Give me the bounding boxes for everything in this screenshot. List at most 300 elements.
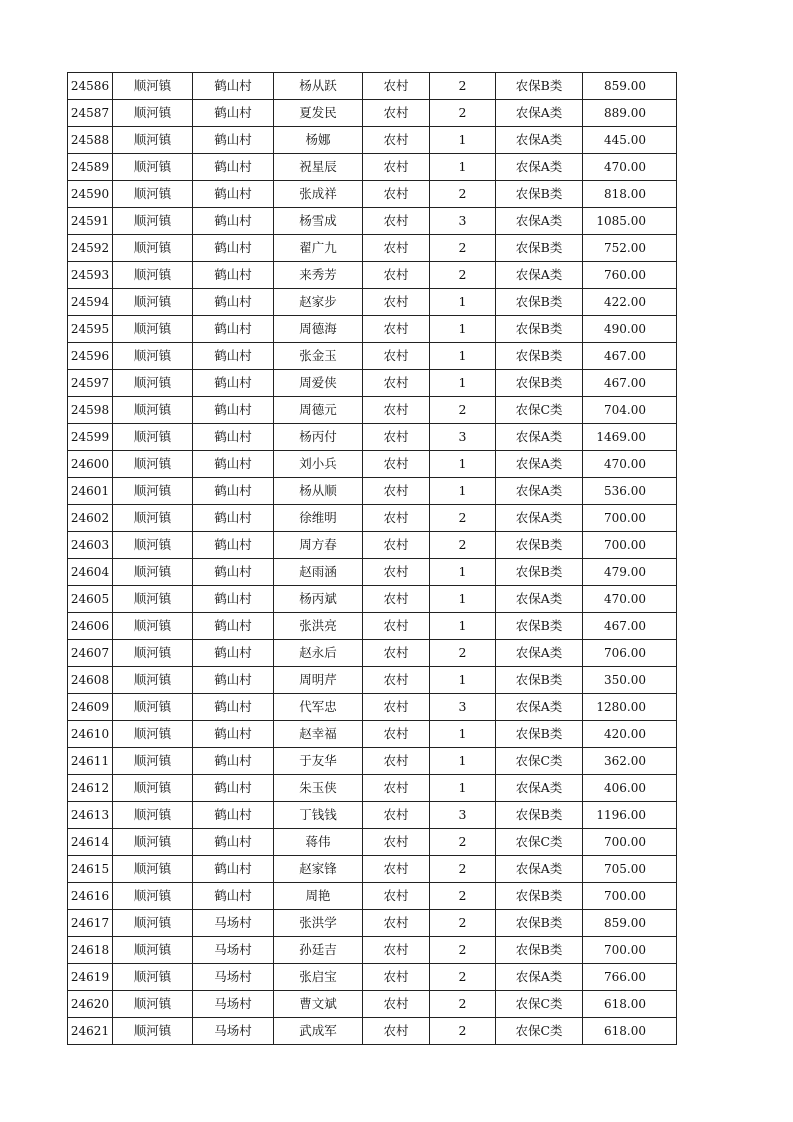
cell-area-type: 农村 <box>363 370 430 397</box>
cell-amount: 760.00 <box>583 262 677 289</box>
cell-amount: 536.00 <box>583 478 677 505</box>
cell-insurance-category: 农保B类 <box>496 181 583 208</box>
cell-amount: 420.00 <box>583 721 677 748</box>
cell-insurance-category: 农保A类 <box>496 127 583 154</box>
cell-village: 鹤山村 <box>193 235 274 262</box>
cell-name: 徐维明 <box>274 505 363 532</box>
cell-area-type: 农村 <box>363 856 430 883</box>
cell-town: 顺河镇 <box>113 559 193 586</box>
cell-name: 来秀芳 <box>274 262 363 289</box>
cell-insurance-category: 农保B类 <box>496 289 583 316</box>
cell-name: 张启宝 <box>274 964 363 991</box>
cell-record-id: 24598 <box>68 397 113 424</box>
cell-insurance-category: 农保B类 <box>496 235 583 262</box>
cell-town: 顺河镇 <box>113 397 193 424</box>
cell-amount: 406.00 <box>583 775 677 802</box>
cell-name: 张洪亮 <box>274 613 363 640</box>
cell-insurance-category: 农保A类 <box>496 208 583 235</box>
cell-area-type: 农村 <box>363 100 430 127</box>
cell-town: 顺河镇 <box>113 883 193 910</box>
cell-record-id: 24592 <box>68 235 113 262</box>
cell-area-type: 农村 <box>363 802 430 829</box>
cell-record-id: 24617 <box>68 910 113 937</box>
cell-area-type: 农村 <box>363 721 430 748</box>
cell-name: 周方春 <box>274 532 363 559</box>
cell-town: 顺河镇 <box>113 937 193 964</box>
cell-town: 顺河镇 <box>113 991 193 1018</box>
cell-record-id: 24609 <box>68 694 113 721</box>
cell-household-size: 1 <box>430 586 496 613</box>
cell-household-size: 2 <box>430 262 496 289</box>
cell-household-size: 2 <box>430 856 496 883</box>
table-row <box>68 181 677 208</box>
cell-town: 顺河镇 <box>113 478 193 505</box>
cell-name: 孙廷吉 <box>274 937 363 964</box>
cell-record-id: 24597 <box>68 370 113 397</box>
cell-insurance-category: 农保B类 <box>496 667 583 694</box>
cell-town: 顺河镇 <box>113 910 193 937</box>
cell-area-type: 农村 <box>363 586 430 613</box>
cell-name: 于友华 <box>274 748 363 775</box>
cell-area-type: 农村 <box>363 775 430 802</box>
cell-household-size: 1 <box>430 775 496 802</box>
cell-name: 杨丙付 <box>274 424 363 451</box>
table-row <box>68 910 677 937</box>
cell-area-type: 农村 <box>363 1018 430 1045</box>
cell-insurance-category: 农保A类 <box>496 964 583 991</box>
cell-household-size: 2 <box>430 73 496 100</box>
table-row <box>68 289 677 316</box>
cell-name: 曹文斌 <box>274 991 363 1018</box>
cell-town: 顺河镇 <box>113 748 193 775</box>
cell-record-id: 24599 <box>68 424 113 451</box>
cell-area-type: 农村 <box>363 289 430 316</box>
cell-record-id: 24590 <box>68 181 113 208</box>
cell-amount: 470.00 <box>583 154 677 181</box>
cell-area-type: 农村 <box>363 748 430 775</box>
cell-amount: 1085.00 <box>583 208 677 235</box>
table-row <box>68 424 677 451</box>
cell-town: 顺河镇 <box>113 235 193 262</box>
cell-town: 顺河镇 <box>113 181 193 208</box>
cell-household-size: 3 <box>430 694 496 721</box>
cell-name: 丁钱钱 <box>274 802 363 829</box>
cell-record-id: 24616 <box>68 883 113 910</box>
cell-town: 顺河镇 <box>113 640 193 667</box>
table-row <box>68 208 677 235</box>
cell-amount: 859.00 <box>583 73 677 100</box>
cell-household-size: 2 <box>430 910 496 937</box>
cell-town: 顺河镇 <box>113 127 193 154</box>
cell-household-size: 1 <box>430 370 496 397</box>
cell-household-size: 2 <box>430 1018 496 1045</box>
cell-record-id: 24588 <box>68 127 113 154</box>
cell-amount: 1280.00 <box>583 694 677 721</box>
cell-record-id: 24589 <box>68 154 113 181</box>
table-row <box>68 262 677 289</box>
cell-household-size: 2 <box>430 181 496 208</box>
cell-record-id: 24606 <box>68 613 113 640</box>
cell-village: 马场村 <box>193 910 274 937</box>
cell-insurance-category: 农保B类 <box>496 910 583 937</box>
table-row <box>68 667 677 694</box>
cell-area-type: 农村 <box>363 127 430 154</box>
cell-household-size: 2 <box>430 235 496 262</box>
cell-village: 鹤山村 <box>193 100 274 127</box>
cell-amount: 889.00 <box>583 100 677 127</box>
cell-name: 赵永后 <box>274 640 363 667</box>
cell-area-type: 农村 <box>363 505 430 532</box>
cell-record-id: 24596 <box>68 343 113 370</box>
cell-amount: 752.00 <box>583 235 677 262</box>
cell-name: 杨从顺 <box>274 478 363 505</box>
cell-village: 鹤山村 <box>193 505 274 532</box>
cell-name: 周艳 <box>274 883 363 910</box>
cell-village: 鹤山村 <box>193 748 274 775</box>
cell-record-id: 24610 <box>68 721 113 748</box>
cell-record-id: 24615 <box>68 856 113 883</box>
table-row <box>68 451 677 478</box>
cell-area-type: 农村 <box>363 559 430 586</box>
cell-town: 顺河镇 <box>113 775 193 802</box>
table-row <box>68 343 677 370</box>
cell-insurance-category: 农保B类 <box>496 316 583 343</box>
cell-amount: 470.00 <box>583 586 677 613</box>
cell-area-type: 农村 <box>363 964 430 991</box>
cell-area-type: 农村 <box>363 937 430 964</box>
cell-village: 马场村 <box>193 991 274 1018</box>
cell-village: 鹤山村 <box>193 127 274 154</box>
cell-village: 鹤山村 <box>193 424 274 451</box>
cell-name: 朱玉侠 <box>274 775 363 802</box>
cell-amount: 766.00 <box>583 964 677 991</box>
cell-household-size: 2 <box>430 829 496 856</box>
cell-record-id: 24618 <box>68 937 113 964</box>
cell-village: 鹤山村 <box>193 451 274 478</box>
table-row <box>68 127 677 154</box>
cell-record-id: 24621 <box>68 1018 113 1045</box>
cell-insurance-category: 农保B类 <box>496 532 583 559</box>
cell-name: 代军忠 <box>274 694 363 721</box>
cell-town: 顺河镇 <box>113 316 193 343</box>
cell-name: 杨丙斌 <box>274 586 363 613</box>
cell-amount: 350.00 <box>583 667 677 694</box>
table-row <box>68 964 677 991</box>
cell-name: 杨雪成 <box>274 208 363 235</box>
cell-amount: 467.00 <box>583 343 677 370</box>
cell-area-type: 农村 <box>363 154 430 181</box>
cell-village: 鹤山村 <box>193 775 274 802</box>
cell-town: 顺河镇 <box>113 721 193 748</box>
table-row <box>68 829 677 856</box>
cell-amount: 467.00 <box>583 370 677 397</box>
cell-area-type: 农村 <box>363 343 430 370</box>
table-row <box>68 802 677 829</box>
cell-amount: 1196.00 <box>583 802 677 829</box>
cell-household-size: 1 <box>430 667 496 694</box>
cell-amount: 479.00 <box>583 559 677 586</box>
cell-household-size: 1 <box>430 127 496 154</box>
table-row <box>68 856 677 883</box>
cell-village: 鹤山村 <box>193 154 274 181</box>
cell-insurance-category: 农保A类 <box>496 154 583 181</box>
cell-area-type: 农村 <box>363 235 430 262</box>
cell-amount: 618.00 <box>583 1018 677 1045</box>
cell-insurance-category: 农保C类 <box>496 1018 583 1045</box>
cell-household-size: 1 <box>430 721 496 748</box>
cell-name: 张成祥 <box>274 181 363 208</box>
cell-name: 张洪学 <box>274 910 363 937</box>
table-row <box>68 937 677 964</box>
cell-amount: 1469.00 <box>583 424 677 451</box>
cell-amount: 859.00 <box>583 910 677 937</box>
cell-village: 鹤山村 <box>193 316 274 343</box>
cell-village: 马场村 <box>193 937 274 964</box>
cell-record-id: 24603 <box>68 532 113 559</box>
cell-insurance-category: 农保C类 <box>496 397 583 424</box>
cell-household-size: 2 <box>430 964 496 991</box>
cell-insurance-category: 农保B类 <box>496 937 583 964</box>
table-row <box>68 478 677 505</box>
cell-name: 赵幸福 <box>274 721 363 748</box>
cell-amount: 700.00 <box>583 937 677 964</box>
cell-insurance-category: 农保B类 <box>496 370 583 397</box>
cell-household-size: 2 <box>430 937 496 964</box>
table-body <box>68 73 677 1045</box>
cell-town: 顺河镇 <box>113 667 193 694</box>
cell-name: 周德元 <box>274 397 363 424</box>
cell-town: 顺河镇 <box>113 424 193 451</box>
cell-area-type: 农村 <box>363 397 430 424</box>
cell-amount: 818.00 <box>583 181 677 208</box>
cell-town: 顺河镇 <box>113 262 193 289</box>
cell-insurance-category: 农保A类 <box>496 856 583 883</box>
cell-town: 顺河镇 <box>113 802 193 829</box>
cell-village: 鹤山村 <box>193 721 274 748</box>
cell-name: 张金玉 <box>274 343 363 370</box>
cell-town: 顺河镇 <box>113 370 193 397</box>
cell-amount: 445.00 <box>583 127 677 154</box>
cell-household-size: 1 <box>430 154 496 181</box>
cell-name: 赵家锋 <box>274 856 363 883</box>
cell-village: 鹤山村 <box>193 181 274 208</box>
cell-town: 顺河镇 <box>113 505 193 532</box>
cell-village: 马场村 <box>193 1018 274 1045</box>
cell-village: 鹤山村 <box>193 613 274 640</box>
cell-insurance-category: 农保B类 <box>496 802 583 829</box>
cell-insurance-category: 农保C类 <box>496 748 583 775</box>
cell-insurance-category: 农保A类 <box>496 424 583 451</box>
cell-record-id: 24601 <box>68 478 113 505</box>
cell-village: 鹤山村 <box>193 883 274 910</box>
cell-area-type: 农村 <box>363 478 430 505</box>
cell-insurance-category: 农保B类 <box>496 343 583 370</box>
cell-town: 顺河镇 <box>113 154 193 181</box>
cell-record-id: 24587 <box>68 100 113 127</box>
cell-town: 顺河镇 <box>113 964 193 991</box>
table-row <box>68 559 677 586</box>
table-row <box>68 316 677 343</box>
cell-record-id: 24619 <box>68 964 113 991</box>
cell-amount: 422.00 <box>583 289 677 316</box>
table-row <box>68 748 677 775</box>
cell-record-id: 24586 <box>68 73 113 100</box>
cell-town: 顺河镇 <box>113 829 193 856</box>
cell-amount: 700.00 <box>583 505 677 532</box>
cell-insurance-category: 农保B类 <box>496 883 583 910</box>
cell-insurance-category: 农保B类 <box>496 73 583 100</box>
cell-village: 鹤山村 <box>193 559 274 586</box>
cell-record-id: 24604 <box>68 559 113 586</box>
cell-amount: 700.00 <box>583 829 677 856</box>
cell-town: 顺河镇 <box>113 586 193 613</box>
cell-insurance-category: 农保C类 <box>496 829 583 856</box>
cell-amount: 700.00 <box>583 532 677 559</box>
cell-town: 顺河镇 <box>113 856 193 883</box>
cell-village: 鹤山村 <box>193 640 274 667</box>
cell-amount: 618.00 <box>583 991 677 1018</box>
cell-amount: 490.00 <box>583 316 677 343</box>
cell-area-type: 农村 <box>363 667 430 694</box>
cell-village: 鹤山村 <box>193 370 274 397</box>
cell-village: 鹤山村 <box>193 532 274 559</box>
cell-household-size: 1 <box>430 559 496 586</box>
table-row <box>68 775 677 802</box>
cell-name: 杨娜 <box>274 127 363 154</box>
cell-record-id: 24607 <box>68 640 113 667</box>
cell-record-id: 24612 <box>68 775 113 802</box>
cell-insurance-category: 农保A类 <box>496 694 583 721</box>
cell-town: 顺河镇 <box>113 208 193 235</box>
cell-area-type: 农村 <box>363 910 430 937</box>
cell-household-size: 1 <box>430 478 496 505</box>
cell-area-type: 农村 <box>363 613 430 640</box>
cell-record-id: 24593 <box>68 262 113 289</box>
cell-household-size: 1 <box>430 748 496 775</box>
cell-household-size: 1 <box>430 316 496 343</box>
cell-insurance-category: 农保A类 <box>496 640 583 667</box>
cell-village: 鹤山村 <box>193 73 274 100</box>
cell-household-size: 2 <box>430 397 496 424</box>
cell-name: 赵雨涵 <box>274 559 363 586</box>
cell-record-id: 24605 <box>68 586 113 613</box>
cell-record-id: 24613 <box>68 802 113 829</box>
cell-amount: 700.00 <box>583 883 677 910</box>
cell-town: 顺河镇 <box>113 532 193 559</box>
cell-village: 鹤山村 <box>193 586 274 613</box>
cell-area-type: 农村 <box>363 451 430 478</box>
cell-household-size: 2 <box>430 100 496 127</box>
cell-household-size: 2 <box>430 883 496 910</box>
cell-village: 鹤山村 <box>193 829 274 856</box>
cell-household-size: 3 <box>430 208 496 235</box>
cell-area-type: 农村 <box>363 262 430 289</box>
cell-record-id: 24595 <box>68 316 113 343</box>
cell-name: 夏发民 <box>274 100 363 127</box>
cell-insurance-category: 农保B类 <box>496 559 583 586</box>
cell-area-type: 农村 <box>363 424 430 451</box>
cell-name: 杨从跃 <box>274 73 363 100</box>
table-row <box>68 991 677 1018</box>
cell-town: 顺河镇 <box>113 1018 193 1045</box>
cell-name: 周德海 <box>274 316 363 343</box>
table-row <box>68 613 677 640</box>
cell-record-id: 24591 <box>68 208 113 235</box>
table-row <box>68 370 677 397</box>
cell-amount: 704.00 <box>583 397 677 424</box>
cell-area-type: 农村 <box>363 316 430 343</box>
cell-village: 鹤山村 <box>193 289 274 316</box>
cell-household-size: 2 <box>430 505 496 532</box>
cell-area-type: 农村 <box>363 694 430 721</box>
cell-household-size: 3 <box>430 802 496 829</box>
table-row <box>68 640 677 667</box>
cell-name: 武成军 <box>274 1018 363 1045</box>
cell-village: 鹤山村 <box>193 262 274 289</box>
table-row <box>68 73 677 100</box>
cell-household-size: 1 <box>430 451 496 478</box>
cell-insurance-category: 农保A类 <box>496 262 583 289</box>
data-table <box>67 72 677 1045</box>
table-row <box>68 505 677 532</box>
cell-town: 顺河镇 <box>113 289 193 316</box>
cell-record-id: 24602 <box>68 505 113 532</box>
cell-amount: 706.00 <box>583 640 677 667</box>
cell-area-type: 农村 <box>363 991 430 1018</box>
cell-area-type: 农村 <box>363 883 430 910</box>
table-row <box>68 100 677 127</box>
table-row <box>68 154 677 181</box>
cell-village: 鹤山村 <box>193 343 274 370</box>
cell-town: 顺河镇 <box>113 343 193 370</box>
cell-household-size: 1 <box>430 613 496 640</box>
cell-area-type: 农村 <box>363 532 430 559</box>
table-row <box>68 586 677 613</box>
cell-insurance-category: 农保A类 <box>496 451 583 478</box>
cell-insurance-category: 农保A类 <box>496 100 583 127</box>
cell-household-size: 3 <box>430 424 496 451</box>
cell-record-id: 24608 <box>68 667 113 694</box>
cell-town: 顺河镇 <box>113 451 193 478</box>
table-row <box>68 1018 677 1045</box>
cell-household-size: 1 <box>430 289 496 316</box>
cell-household-size: 2 <box>430 640 496 667</box>
cell-area-type: 农村 <box>363 640 430 667</box>
cell-name: 翟广九 <box>274 235 363 262</box>
table-row <box>68 397 677 424</box>
cell-amount: 470.00 <box>583 451 677 478</box>
cell-record-id: 24600 <box>68 451 113 478</box>
cell-record-id: 24614 <box>68 829 113 856</box>
cell-village: 鹤山村 <box>193 667 274 694</box>
cell-amount: 705.00 <box>583 856 677 883</box>
cell-household-size: 2 <box>430 991 496 1018</box>
cell-record-id: 24594 <box>68 289 113 316</box>
table-row <box>68 235 677 262</box>
cell-household-size: 2 <box>430 532 496 559</box>
cell-household-size: 1 <box>430 343 496 370</box>
table-row <box>68 694 677 721</box>
cell-insurance-category: 农保B类 <box>496 613 583 640</box>
cell-amount: 467.00 <box>583 613 677 640</box>
cell-name: 周爱侠 <box>274 370 363 397</box>
cell-village: 鹤山村 <box>193 856 274 883</box>
cell-village: 马场村 <box>193 964 274 991</box>
cell-village: 鹤山村 <box>193 478 274 505</box>
cell-record-id: 24620 <box>68 991 113 1018</box>
cell-name: 赵家步 <box>274 289 363 316</box>
cell-town: 顺河镇 <box>113 100 193 127</box>
